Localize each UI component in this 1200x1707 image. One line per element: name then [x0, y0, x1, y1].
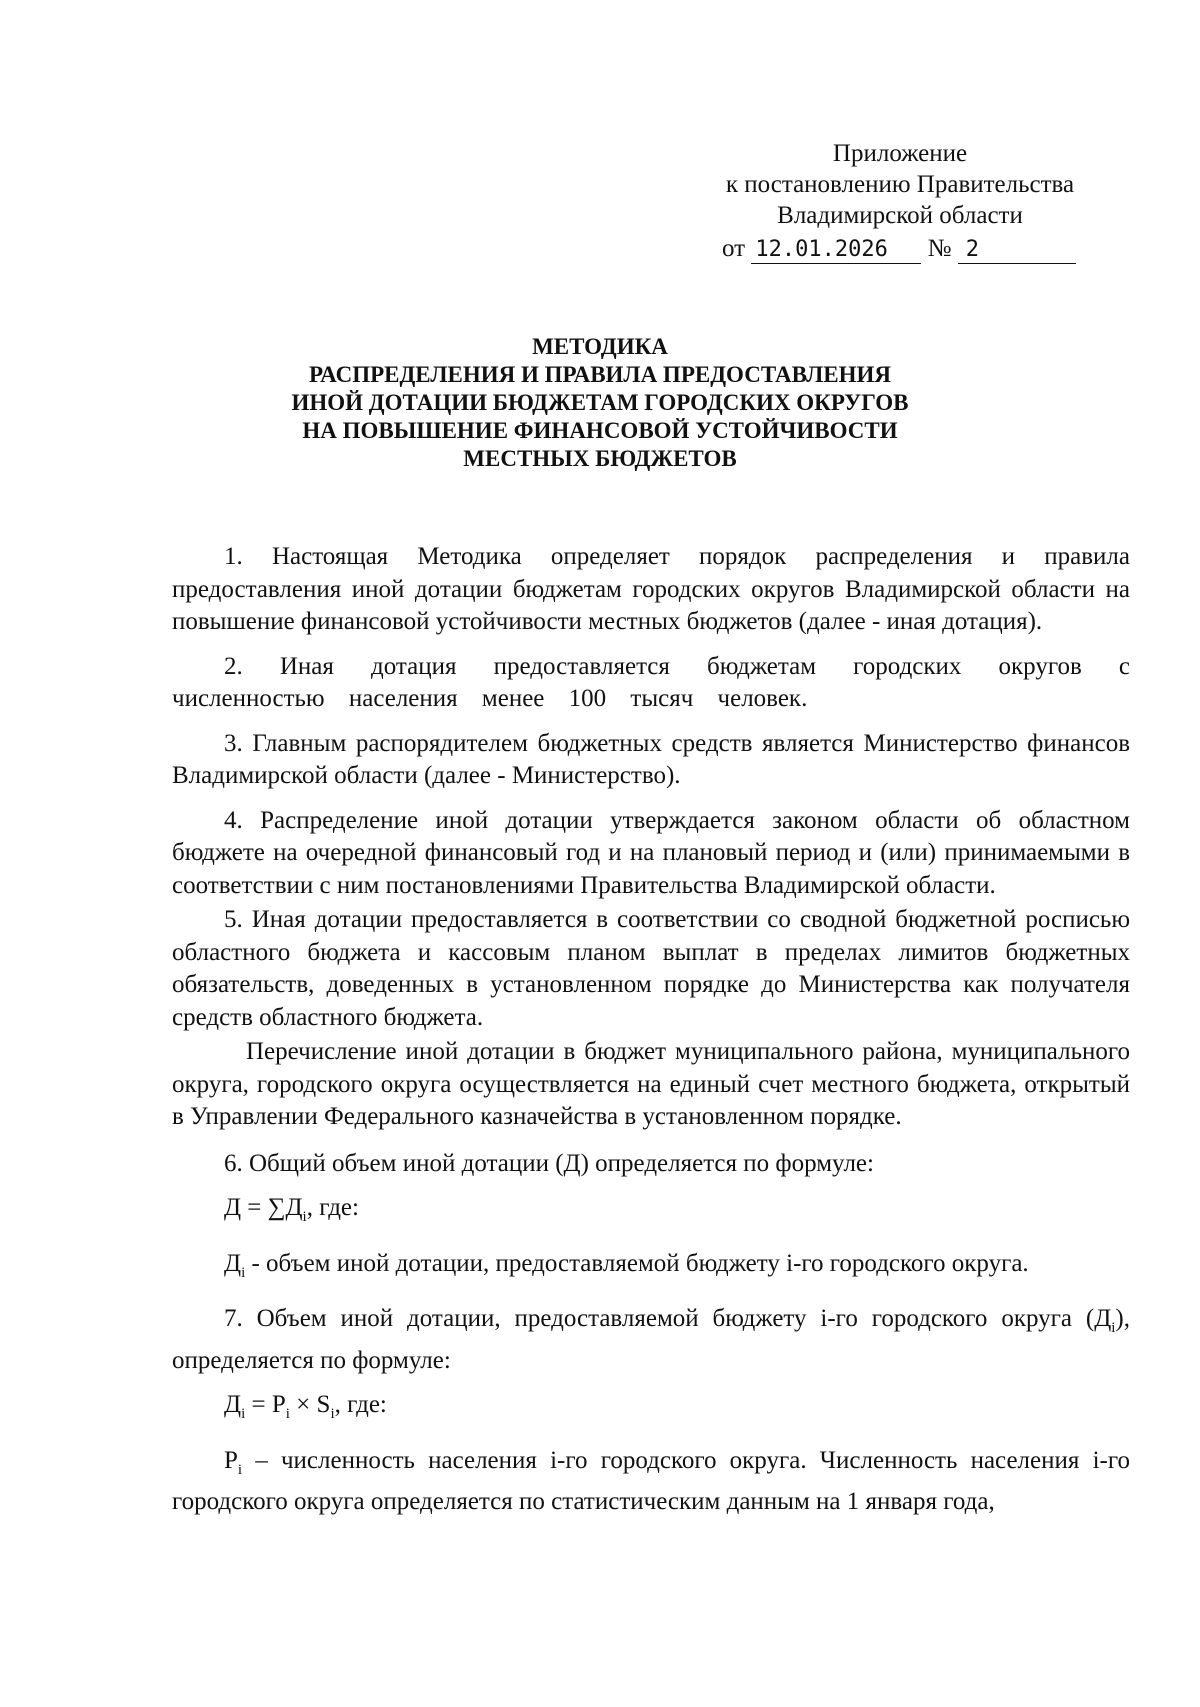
formula-di-d: Д: [224, 1391, 242, 1418]
formula-di-p: = P: [245, 1391, 286, 1418]
formula-di-p-index: i: [285, 1406, 290, 1422]
number-label: №: [927, 235, 952, 262]
resolution-date: 12.01.2026: [751, 237, 921, 264]
title-line-4: НА ПОВЫШЕНИЕ ФИНАНСОВОЙ УСТОЙЧИВОСТИ: [302, 418, 898, 443]
title-line-1: МЕТОДИКА: [532, 334, 668, 359]
formula-di: [172, 1389, 1130, 1431]
formula-total-main: Д = ∑Д: [224, 1194, 303, 1221]
paragraph-7-tail: ), определяется по формуле:: [172, 1305, 1130, 1374]
paragraph-5: 5. Иная дотации предоставляется в соответствии со сводной бюджетной росписью областного бюджета и кассовым планом выплат в пределах лимитов бюджетных обязательств, доведенных в установленном порядке до Министерства как получателя средств областного бюджета.: [172, 906, 1130, 1031]
paragraph-4: 4. Распределение иной дотации утверждается законом области об областном бюджете на очередной финансовый год и на плановый период и (или) принимаемыми в соответствии с ним постановлениями Правительства Владимирской области.: [172, 806, 1130, 899]
definition-di-text: - объем иной дотации, предоставляемой бюджету i-го городского округа.: [245, 1249, 1029, 1277]
paragraph-6: 6. Общий объем иной дотации (Д) определяется по формуле:: [224, 1149, 874, 1177]
formula-di-where: , где:: [334, 1391, 387, 1418]
paragraph-2: 2. Иная дотация предоставляется бюджетам городских округов с численностью населения менее 100 тысяч человек.: [172, 652, 1130, 712]
formula-di-s: × S: [289, 1391, 331, 1418]
document-body: [172, 541, 1130, 1531]
paragraph-3: 3. Главным распорядителем бюджетных средств является Министерство финансов Владимирской области (далее - Министерство).: [172, 729, 1130, 789]
formula-total-index: i: [302, 1209, 307, 1225]
title-line-2: РАСПРЕДЕЛЕНИЯ И ПРАВИЛА ПРЕДОСТАВЛЕНИЯ: [309, 362, 891, 387]
paragraph-7-text: 7. Объем иной дотации, предоставляемой бюджету i-го городского округа (Д: [224, 1305, 1112, 1332]
title-line-5: МЕСТНЫХ БЮДЖЕТОВ: [463, 446, 737, 471]
formula-di-s-index: i: [330, 1406, 335, 1422]
appendix-header: [680, 138, 1120, 231]
resolution-date-number: [722, 233, 1076, 264]
resolution-number: 2: [958, 237, 1076, 264]
from-label: от: [722, 235, 746, 262]
paragraph-1: 1. Настоящая Методика определяет порядок распределения и правила предоставления иной дотации бюджетам городских округов Владимирской области на повышение финансовой устойчивости местных бюджетов (далее - иная дотация).: [172, 543, 1130, 635]
definition-pi-symbol: P: [224, 1446, 238, 1474]
appendix-resolution: к постановлению Правительства: [725, 171, 1075, 198]
definition-di: [172, 1248, 1130, 1290]
definition-pi: [172, 1445, 1130, 1519]
formula-total-where: , где:: [306, 1194, 359, 1221]
paragraph-7-index: i: [1111, 1320, 1116, 1336]
paragraph-7: [172, 1303, 1130, 1377]
formula-di-d-index: i: [241, 1406, 246, 1422]
definition-pi-index: i: [237, 1461, 243, 1478]
appendix-region: Владимирской области: [777, 202, 1023, 229]
document-title: [230, 333, 970, 473]
appendix-label: Приложение: [832, 140, 968, 167]
title-line-3: ИНОЙ ДОТАЦИИ БЮДЖЕТАМ ГОРОДСКИХ ОКРУГОВ: [291, 390, 909, 415]
definition-pi-text: – численность населения i-го городского округа. Численность населения i-го городского округа определяется по статистическим данным на 1 января года,: [172, 1446, 1130, 1515]
formula-total: [172, 1192, 1130, 1234]
definition-di-index: i: [241, 1264, 246, 1281]
definition-di-symbol: Д: [224, 1249, 242, 1277]
paragraph-5-transfer: Перечисление иной дотации в бюджет муниципального района, муниципального округа, городского округа осуществляется на единый счет местного бюджета, открытый в Управлении Федерального казначейства в установленном порядке.: [172, 1038, 1130, 1130]
